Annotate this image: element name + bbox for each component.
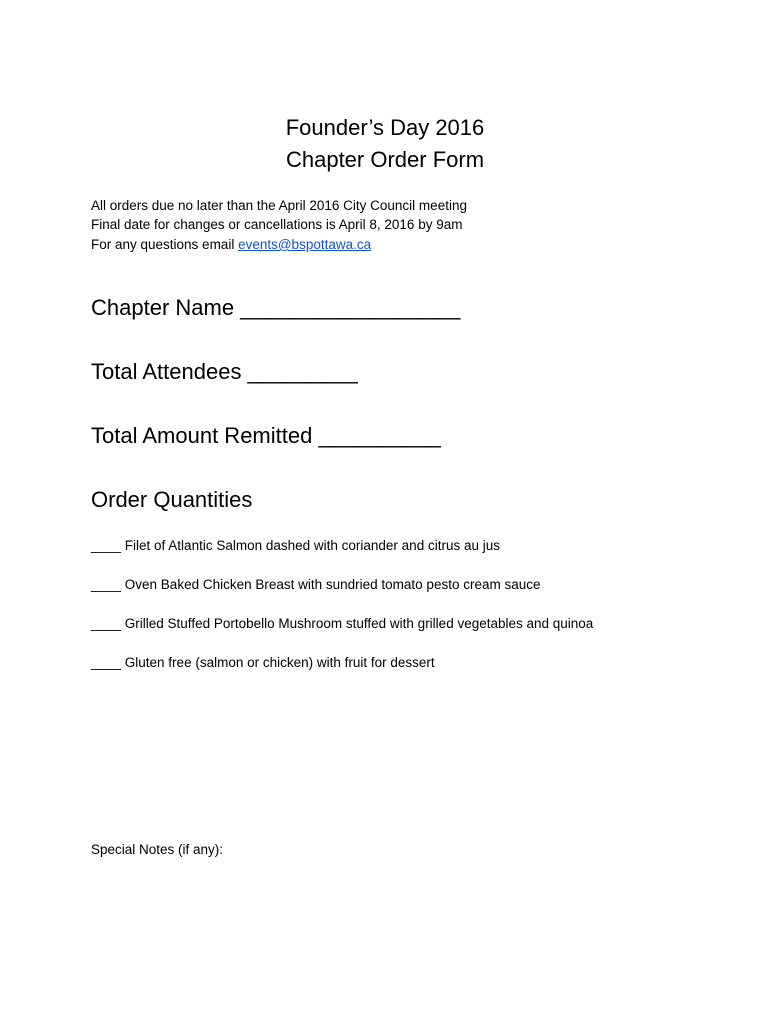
menu-item-portobello[interactable]: ____ Grilled Stuffed Portobello Mushroom stuffed with grilled vegetables and quinoa — [91, 616, 594, 631]
total-amount-field[interactable]: Total Amount Remitted __________ — [91, 423, 441, 448]
contact-notice-text: For any questions email — [91, 237, 239, 252]
email-link[interactable]: events@bspottawa.ca — [238, 237, 372, 252]
chapter-name-field[interactable]: Chapter Name __________________ — [91, 295, 461, 320]
total-attendees-field[interactable]: Total Attendees _________ — [91, 359, 358, 384]
contact-notice — [91, 236, 371, 254]
special-notes-label: Special Notes (if any): — [91, 842, 224, 857]
menu-item-salmon[interactable]: ____ Filet of Atlantic Salmon dashed with coriander and citrus au jus — [91, 538, 500, 553]
form-title-line-1: Founder’s Day 2016 — [285, 115, 485, 140]
menu-item-chicken[interactable]: ____ Oven Baked Chicken Breast with sundried tomato pesto cream sauce — [91, 577, 541, 592]
order-quantities-heading: Order Quantities — [91, 487, 253, 512]
changes-notice: Final date for changes or cancellations is April 8, 2016 by 9am — [91, 217, 463, 232]
menu-item-gluten-free[interactable]: ____ Gluten free (salmon or chicken) with fruit for dessert — [91, 655, 435, 670]
form-title-line-2: Chapter Order Form — [285, 147, 485, 172]
deadline-notice: All orders due no later than the April 2016 City Council meeting — [91, 198, 467, 213]
